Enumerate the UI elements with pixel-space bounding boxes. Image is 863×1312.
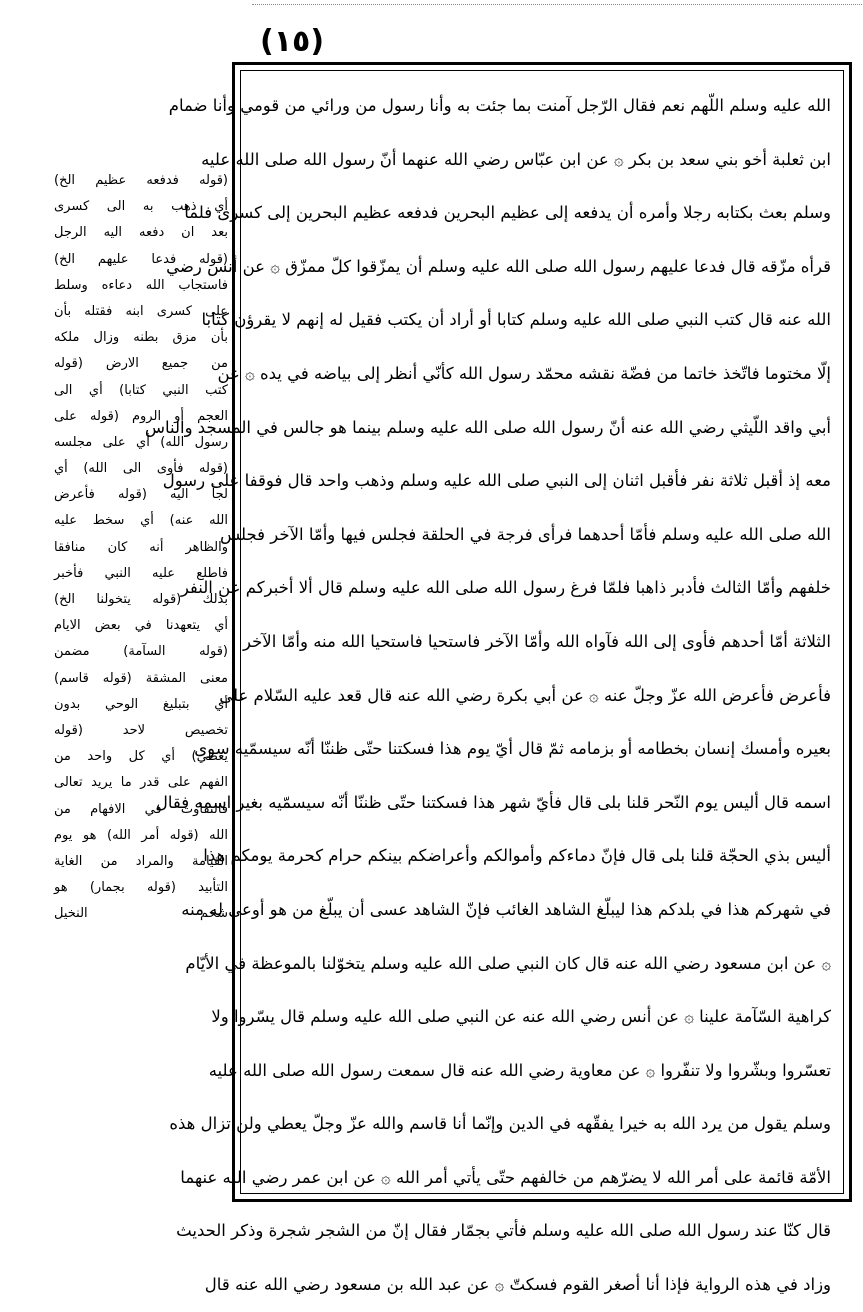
main-text-line: فأعرض فأعرض الله عزّ وجلّ عنه ۞ عن أبي بكرة رضي الله عنه قال قعد عليه السّلام على [219,685,831,705]
margin-note-line: الله عنه) أي سخط عليه [54,513,228,529]
margin-note-line: من جميع الارض (قوله [54,356,228,372]
main-text-line: بعيره وأمسك إنسان بخطامه أو بزمامه ثمّ قال أيّ يوم هذا فسكتنا حتّى ظننّا أنّه سيسمّيه سوى [194,739,831,759]
main-text-line: الله عليه وسلم اللّهم نعم فقال الرّجل آمنت بما جئت به وأنا رسول من ورائي من قومي وأنا ضمام [168,96,831,115]
margin-note-line: رسول الله) أي على مجلسه [54,434,228,450]
margin-note-line: معنى المشقة (قوله قاسم) [54,670,228,686]
margin-note-line: التأبيد (قوله بجمار) هو [54,880,228,896]
main-text-line: إلّا مختوما فاتّخذ خاتما من فضّة نقشه محمّد رسول الله كأنّي أنظر إلى بياضه في يده ۞ عن [217,363,831,383]
main-text-line: أبي واقد اللّيثي رضي الله عنه أنّ رسول الله صلى الله عليه وسلم بينما هو جالس في المسجد والناس [144,417,831,437]
margin-note-line: الفهم على قدر ما يريد تعالى [54,775,228,791]
main-text-line: الله صلى الله عليه وسلم فأمّا أحدهما فرأى فرجة في الحلقة فجلس فيها وأمّا الآخر فجلس [220,524,831,544]
margin-note-line: (قوله فدعا عليهم الخ) [54,251,228,267]
margin-note-line: أي يتعهدنا في بعض الايام [54,618,228,634]
margin-note-line: العجم أو الروم (قوله على [54,408,228,424]
margin-note-line: يعطي) أي كل واحد من [54,749,228,765]
main-text-block [144,79,831,1295]
margin-note-line: تخصيص لاحد (قوله [54,722,228,738]
main-text-line: الله عنه قال كتب النبي صلى الله عليه وسلم كتابا أو أراد أن يكتب فقيل له إنهم لا يقرؤن كتابا [201,310,831,330]
main-text-line: ۞ عن ابن مسعود رضي الله عنه قال كان النبي صلى الله عليه وسلم يتخوّلنا بالموعظة في الأيّام [185,953,831,973]
margin-note-line: (قوله السآمة) مضمن [54,644,228,660]
main-text-line: الأمّة قائمة على أمر الله لا يضرّهم من خالفهم حتّى يأتي أمر الله ۞ عن ابن عمر رضي الله عنهما [180,1167,831,1187]
margin-notes [54,168,228,927]
main-text-line: معه إذ أقبل ثلاثة نفر فأقبل اثنان إلى النبي صلى الله عليه وسلم وذهب واحد قال فوقفا على رسول [162,471,831,491]
main-text-line: وزاد في هذه الرواية فإذا أنا أصغر القوم فسكتّ ۞ عن عبد الله بن مسعود رضي الله عنه قال [204,1275,831,1295]
main-text-line: في شهركم هذا في بلدكم هذا ليبلّغ الشاهد الغائب فإنّ الشاهد عسى أن يبلّغ من هو أوعى له منه [181,899,831,919]
main-text-line: قال كنّا عند رسول الله صلى الله عليه وسلم فأتي بجمّار فقال إنّ من الشجر شجرة وذكر الحديث [176,1221,831,1241]
main-text-line: ابن ثعلبة أخو بني سعد بن بكر ۞ عن ابن عبّاس رضي الله عنهما أنّ رسول الله صلى الله عليه [201,149,831,169]
margin-note-line: فالتفاوت في الافهام من [54,801,228,817]
margin-note-line: فاستجاب الله دعاءه وسلط [54,277,228,293]
margin-note-line: كتب النبي كتابا) أي الى [54,382,228,398]
margin-note-line: شحم النخيل [54,906,228,922]
margin-note-line: (قوله فأوى الى الله) أي [54,461,228,477]
margin-note-line: أي ذهب به الى كسرى [54,199,228,215]
main-text-line: اسمه قال أليس يوم النّحر قلنا بلى قال فأيّ شهر هذا فسكتنا حتّى ظننّا أنّه سيسمّيه بغير اسمه فقال [155,792,831,812]
main-text-line: وسلم بعث بكتابه رجلا وأمره أن يدفعه إلى عظيم البحرين فدفعه عظيم البحرين إلى كسرى فلما [184,203,831,223]
main-text-inner-frame [144,70,844,1295]
margin-note-line: فاطلع عليه النبي فأخبر [54,565,228,581]
main-text-frame [144,62,852,1295]
margin-note-line: على كسرى ابنه فقتله بأن [54,303,228,319]
margin-note-line: والظاهر أنه كان منافقا [54,539,228,555]
margin-note-line: القيامة والمراد من الغاية [54,853,228,869]
main-text-line: تعسّروا وبشّروا ولا تنفّروا ۞ عن معاوية رضي الله عنه قال سمعت رسول الله صلى الله عليه [208,1060,831,1080]
margin-note-line: (قوله فدفعه عظيم الخ) [54,173,228,188]
main-text-line: خلفهم وأمّا الثالث فأدبر ذاهبا فلمّا فرغ رسول الله صلى الله عليه وسلم قال ألا أخبركم عن النفر [180,578,831,598]
main-text-line: الثلاثة أمّا أحدهم فأوى إلى الله فآواه الله وأمّا الآخر فاستحيا فاستحيا الله منه وأمّا الآخر [242,631,831,651]
main-text-line: وسلم يقول من يرد الله به خيرا يفقّهه في الدين وإنّما أنا قاسم والله عزّ وجلّ يعطي ولن تزال هذه [169,1114,831,1134]
page-number: (١٥) [259,24,325,59]
margin-note-line: بعد ان دفعه اليه الرجل [54,225,228,241]
main-text-line: قرأه مزّقه قال فدعا عليهم رسول الله صلى الله عليه وسلم أن يمزّقوا كلّ ممزّق ۞ عن أنس رضي [166,256,831,276]
margin-note-line: الله (قوله أمر الله) هو يوم [54,827,228,843]
margin-note-line: لجأ اليه (قوله فأعرض [54,487,228,503]
main-text-line: أليس بذي الحجّة قلنا بلى قال فإنّ دماءكم وأموالكم وأعراضكم بينكم حرام كحرمة يومكم هذا [203,846,831,866]
margin-note-line: أي بتبليغ الوحي بدون [54,696,228,712]
top-dotted-rule [252,4,862,5]
main-text-line: كراهية السّآمة علينا ۞ عن أنس رضي الله عنه عن النبي صلى الله عليه وسلم قال يسّروا ولا [211,1007,831,1027]
margin-note-line: بذلك (قوله يتخولنا الخ) [54,592,228,607]
margin-note-line: بأن مزق بطنه وزال ملكه [54,330,228,346]
